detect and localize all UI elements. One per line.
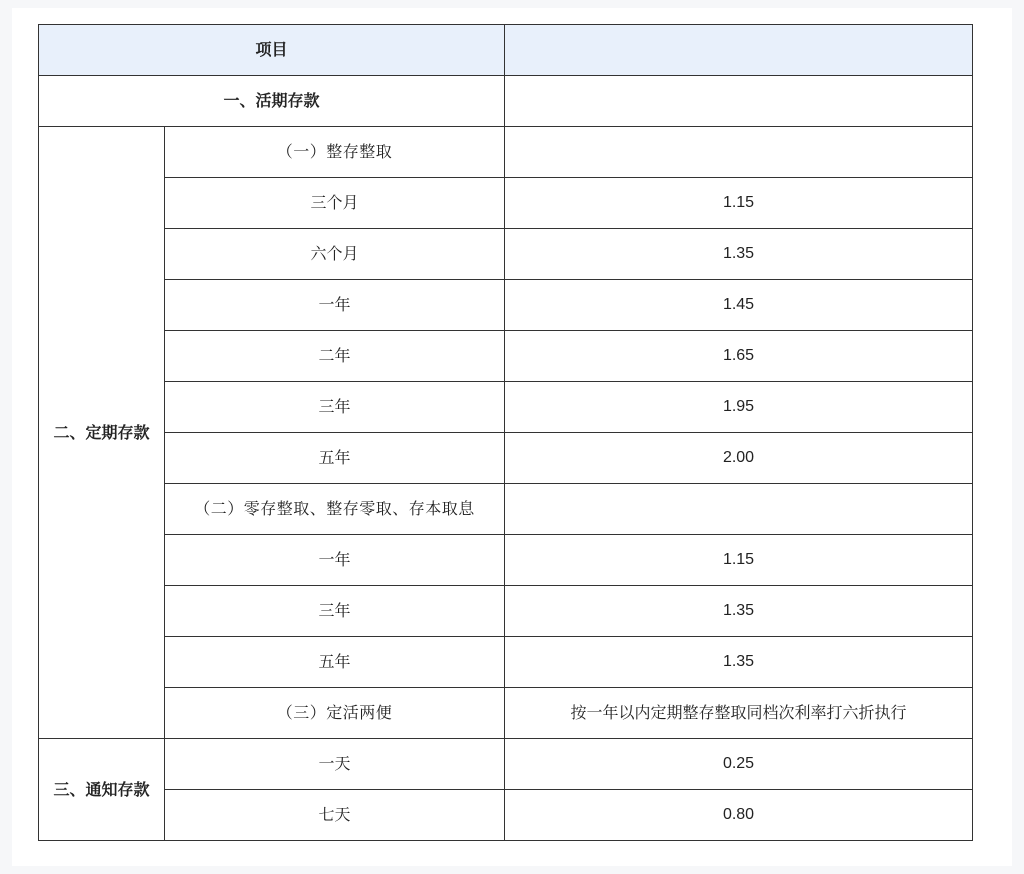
- header-item-label: 项目: [255, 40, 288, 60]
- table-row: [39, 790, 973, 841]
- section-title-notice: 三、通知存款: [53, 779, 150, 799]
- table-row: [39, 331, 973, 382]
- rate-cell: 1.95: [505, 382, 973, 433]
- subhead-label: （一）整存整取: [165, 127, 505, 178]
- rate-cell: 2.00: [505, 433, 973, 484]
- subhead-row: [39, 484, 973, 535]
- table-row: [39, 280, 973, 331]
- term-cell: 一天: [165, 739, 505, 790]
- rate-cell: 1.35: [505, 586, 973, 637]
- rate-cell: 0.80: [505, 790, 973, 841]
- table-row: [39, 637, 973, 688]
- section-title-fixed: 二、定期存款: [53, 422, 150, 442]
- header-item-cell: [39, 25, 505, 76]
- subhead-rate: [505, 484, 973, 535]
- term-cell: 一年: [165, 280, 505, 331]
- term-cell: 五年: [165, 637, 505, 688]
- term-cell: 三年: [165, 382, 505, 433]
- term-cell: 三个月: [165, 178, 505, 229]
- subhead-label: （三）定活两便: [165, 688, 505, 739]
- table-row: [39, 178, 973, 229]
- section-title-fixed-cell: [39, 127, 165, 739]
- deposit-rate-table: [38, 24, 973, 841]
- table-header-row: [39, 25, 973, 76]
- term-cell: 三年: [165, 586, 505, 637]
- subhead-row: [39, 127, 973, 178]
- term-cell: 七天: [165, 790, 505, 841]
- rate-cell: 1.35: [505, 229, 973, 280]
- rate-cell: 1.15: [505, 178, 973, 229]
- table-row: [39, 535, 973, 586]
- header-rate-cell: [505, 25, 973, 76]
- subhead-rate: [505, 127, 973, 178]
- table-row: [39, 586, 973, 637]
- subhead-row: [39, 688, 973, 739]
- rate-note: 按一年以内定期整存整取同档次利率打六折执行: [505, 688, 973, 739]
- term-cell: 六个月: [165, 229, 505, 280]
- section-rate-demand: [505, 76, 973, 127]
- table-row: [39, 433, 973, 484]
- table-row: [39, 229, 973, 280]
- term-cell: 一年: [165, 535, 505, 586]
- subhead-label: （二）零存整取、整存零取、存本取息: [165, 484, 505, 535]
- rate-cell: 1.35: [505, 637, 973, 688]
- rate-cell: 1.15: [505, 535, 973, 586]
- table-row: [39, 739, 973, 790]
- table-row: [39, 382, 973, 433]
- section-title-demand: 一、活期存款: [39, 76, 505, 127]
- rate-cell: 1.45: [505, 280, 973, 331]
- section-title-notice-cell: [39, 739, 165, 841]
- rate-cell: 1.65: [505, 331, 973, 382]
- section-row-demand: [39, 76, 973, 127]
- term-cell: 五年: [165, 433, 505, 484]
- rate-cell: 0.25: [505, 739, 973, 790]
- term-cell: 二年: [165, 331, 505, 382]
